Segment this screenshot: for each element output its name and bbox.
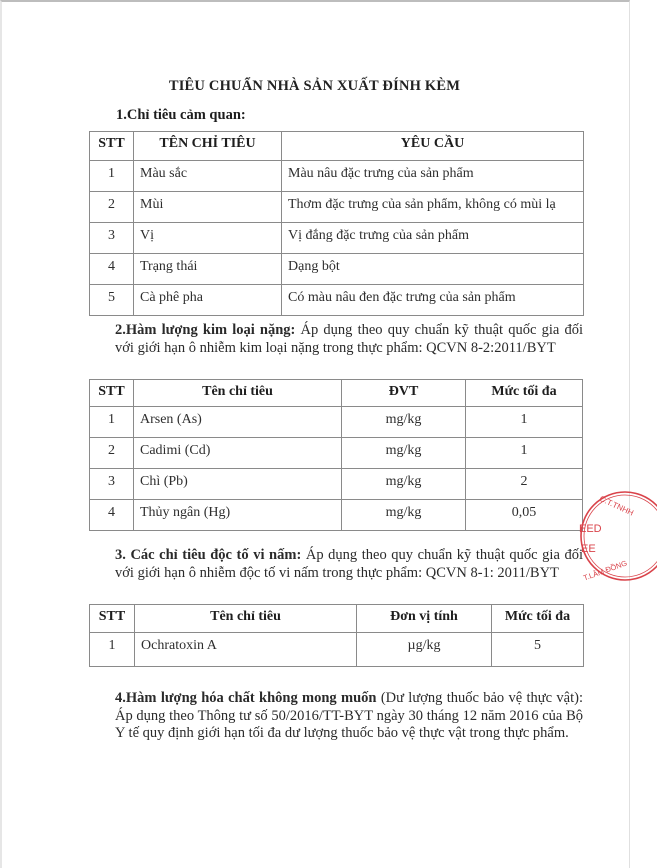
cell-stt: 4 <box>90 254 134 285</box>
header-name: Tên chỉ tiêu <box>134 380 342 407</box>
table-row <box>90 500 583 531</box>
header-max: Mức tối đa <box>466 380 583 407</box>
cell-requirement: Có màu nâu đen đặc trưng của sản phẩm <box>282 285 584 316</box>
cell-max: 1 <box>466 438 583 469</box>
cell-requirement: Dạng bột <box>282 254 584 285</box>
section-3-paragraph <box>115 547 583 582</box>
header-requirement: YÊU CẦU <box>282 132 584 161</box>
header-unit: Đơn vị tính <box>357 605 492 633</box>
cell-requirement: Màu nâu đặc trưng của sản phẩm <box>282 161 584 192</box>
stamp-text-bottom: T.LÂM ĐỒNG <box>582 558 629 583</box>
header-stt: STT <box>90 132 134 161</box>
table-row <box>90 407 583 438</box>
cell-max: 1 <box>466 407 583 438</box>
table-row <box>90 438 583 469</box>
cell-unit: mg/kg <box>342 407 466 438</box>
section-2-text: Áp dụng theo quy chuẩn kỹ thuật quốc gia đối với giới hạn ô nhiễm kim loại nặng trong thực phẩm: QCVN 8-2:2011/BYT <box>115 322 583 356</box>
cell-stt: 2 <box>90 192 134 223</box>
header-max: Mức tối đa <box>492 605 584 633</box>
header-name: Tên chỉ tiêu <box>135 605 357 633</box>
cell-unit: mg/kg <box>342 500 466 531</box>
section-1-heading <box>116 107 246 125</box>
section-4-paragraph <box>115 690 583 743</box>
cell-stt: 3 <box>90 223 134 254</box>
stamp-text-mid2: EE <box>581 543 596 555</box>
cell-name: Thủy ngân (Hg) <box>134 500 342 531</box>
cell-name: Trạng thái <box>134 254 282 285</box>
cell-stt: 4 <box>90 500 134 531</box>
header-name: TÊN CHỈ TIÊU <box>134 132 282 161</box>
cell-name: Cadimi (Cd) <box>134 438 342 469</box>
stamp-text-top: C.T.TNHH <box>598 494 635 518</box>
table-row <box>90 633 584 667</box>
cell-stt: 1 <box>90 407 134 438</box>
table-header-row <box>90 380 583 407</box>
table-row <box>90 161 584 192</box>
table-row <box>90 254 584 285</box>
table-row <box>90 223 584 254</box>
cell-requirement: Vị đắng đặc trưng của sản phẩm <box>282 223 584 254</box>
cell-requirement: Thơm đặc trưng của sản phẩm, không có mùi lạ <box>282 192 584 223</box>
cell-name: Ochratoxin A <box>135 633 357 667</box>
header-stt: STT <box>90 380 134 407</box>
section-4-heading: 4.Hàm lượng hóa chất không mong muốn <box>115 690 377 706</box>
cell-stt: 1 <box>90 161 134 192</box>
cell-name: Chì (Pb) <box>134 469 342 500</box>
header-stt: STT <box>90 605 135 633</box>
cell-stt: 5 <box>90 285 134 316</box>
sensory-table <box>89 131 584 316</box>
cell-stt: 3 <box>90 469 134 500</box>
section-3-text: Áp dụng theo quy chuẩn kỹ thuật quốc gia đối với giới hạn ô nhiễm độc tố vi nấm trong thực phẩm: QCVN 8-1: 2011/BYT <box>115 547 584 581</box>
section-3-heading: 3. Các chỉ tiêu độc tố vi nấm: <box>115 547 302 563</box>
table-header-row <box>90 605 584 633</box>
section-1-heading-text: 1.Chỉ tiêu cảm quan: <box>116 107 246 123</box>
cell-stt: 1 <box>90 633 135 667</box>
table-row <box>90 192 584 223</box>
section-2-heading: 2.Hàm lượng kim loại nặng: <box>115 322 296 338</box>
cell-stt: 2 <box>90 438 134 469</box>
cell-name: Mùi <box>134 192 282 223</box>
table-header-row <box>90 132 584 161</box>
table-row <box>90 469 583 500</box>
stamp-text-mid1: EED <box>579 523 602 535</box>
cell-max: 2 <box>466 469 583 500</box>
mycotoxin-table <box>89 604 584 667</box>
section-4-text: (Dư lượng thuốc bảo vệ thực vật): Áp dụng theo Thông tư số 50/2016/TT-BYT ngày 30 tháng 12 năm 2016 của Bộ Y tế quy định giới hạn tối đa dư lượng thuốc bảo vệ thực vật trong thực phẩm. <box>115 690 583 741</box>
cell-name: Cà phê pha <box>134 285 282 316</box>
cell-max: 5 <box>492 633 584 667</box>
header-unit: ĐVT <box>342 380 466 407</box>
section-2-paragraph <box>115 322 583 357</box>
cell-unit: µg/kg <box>357 633 492 667</box>
document-title: TIÊU CHUẨN NHÀ SẢN XUẤT ĐÍNH KÈM <box>168 78 461 94</box>
table-row <box>90 285 584 316</box>
cell-name: Vị <box>134 223 282 254</box>
cell-name: Arsen (As) <box>134 407 342 438</box>
cell-unit: mg/kg <box>342 469 466 500</box>
cell-max: 0,05 <box>466 500 583 531</box>
cell-unit: mg/kg <box>342 438 466 469</box>
heavy-metal-table <box>89 379 583 531</box>
company-stamp <box>577 488 657 584</box>
cell-name: Màu sắc <box>134 161 282 192</box>
